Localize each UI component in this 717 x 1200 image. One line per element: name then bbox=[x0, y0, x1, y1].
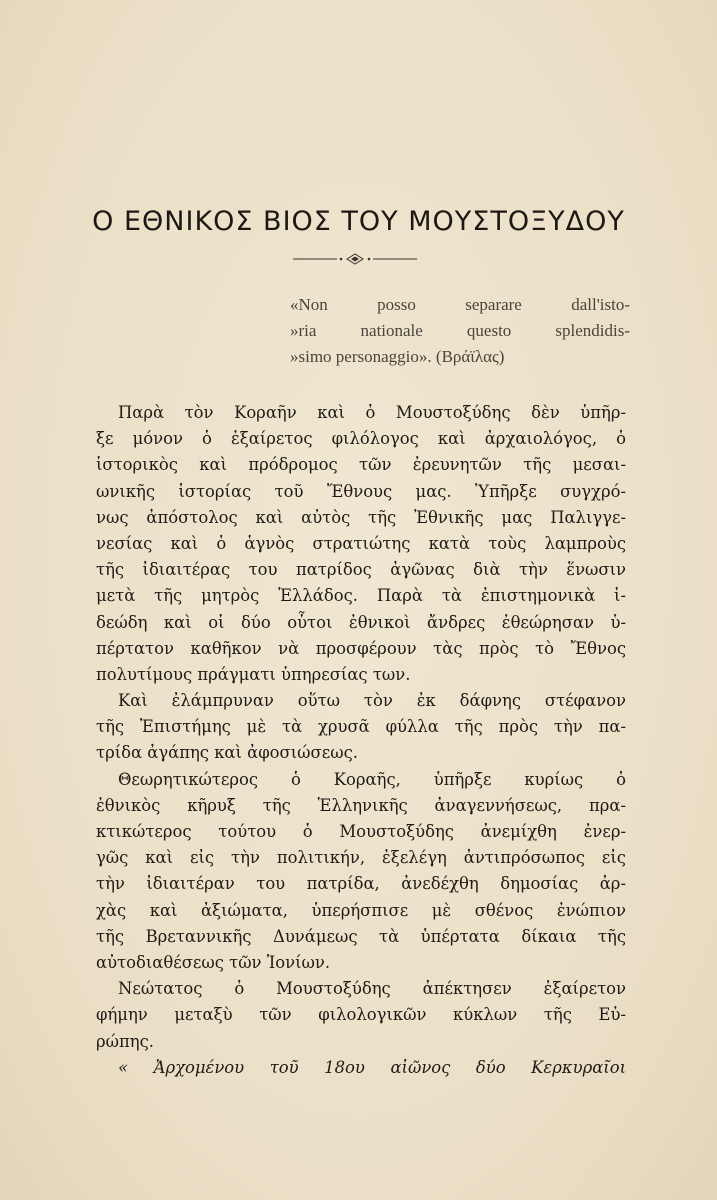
epigraph-line: »ria nationale questo splendidis- bbox=[290, 321, 630, 340]
epigraph-quote bbox=[290, 292, 630, 370]
paragraph-line: ρώπης. bbox=[96, 1031, 154, 1051]
paragraph-line: χὰς καὶ ἀξιώματα, ὑπερήσπισε μὲ σθένος ἐνώπιον bbox=[96, 900, 626, 920]
paragraph-line: τῆς Ἐπιστήμης μὲ τὰ χρυσᾶ φύλλα τῆς πρὸς τὴν πα- bbox=[96, 717, 626, 737]
paragraph-line: « Ἀρχομένου τοῦ 18ου αἰῶνος δύο Κερκυραῖοι bbox=[118, 1057, 626, 1077]
paragraph-line: γῶς καὶ εἰς τὴν πολιτικήν, ἐξελέγη ἀντιπρόσωπος εἰς bbox=[96, 848, 626, 868]
paragraph-line: ξε μόνον ὁ ἐξαίρετος φιλόλογος καὶ ἀρχαιολόγος, ὁ bbox=[96, 429, 626, 449]
paragraph-line: δεώδη καὶ οἱ δύο οὗτοι ἐθνικοὶ ἄνδρες ἐθεώρησαν ὑ- bbox=[96, 612, 626, 632]
paragraph-line: νεσίας καὶ ὁ ἁγνὸς στρατιώτης κατὰ τοὺς λαμπροὺς bbox=[96, 533, 626, 553]
epigraph-line: »simo personaggio». (Βράϊλας) bbox=[290, 347, 505, 366]
paragraph-line: τὴν ἰδιαιτέραν του πατρίδα, ἀνεδέχθη δημοσίας ἀρ- bbox=[96, 874, 626, 894]
paragraph-line: νως ἀπόστολος καὶ αὐτὸς τῆς Ἐθνικῆς μας Παλιγγε- bbox=[96, 507, 626, 527]
paragraph-line: ωνικῆς ἱστορίας τοῦ Ἔθνους μας. Ὑπῆρξε συγχρό- bbox=[96, 481, 626, 501]
paragraph-line: κτικώτερος τούτου ὁ Μουστοξύδης ἀνεμίχθη ἐνερ- bbox=[96, 822, 626, 841]
paragraph-line: τῆς ἰδιαιτέρας του πατρίδος ἀγῶνας διὰ τὴν ἕνωσιν bbox=[96, 560, 626, 580]
paragraph-line: πέρτατον καθῆκον νὰ προσφέρουν τὰς πρὸς τὸ Ἔθνος bbox=[96, 638, 626, 658]
paragraph-line: Θεωρητικώτερος ὁ Κοραῆς, ὑπῆρξε κυρίως ὁ bbox=[118, 769, 626, 789]
epigraph-line: «Non posso separare dall'isto- bbox=[290, 295, 630, 314]
paragraph-line: ἱστορικὸς καὶ πρόδρομος τῶν ἐρευνητῶν τῆς μεσαι- bbox=[96, 455, 626, 475]
paragraph-line: πολυτίμους πράγματι ὑπηρεσίας των. bbox=[96, 664, 411, 684]
paragraph-line: τρίδα ἀγάπης καὶ ἀφοσιώσεως. bbox=[96, 743, 358, 763]
chapter-title: Ο ΕΘΝΙΚΟΣ ΒΙΟΣ ΤΟΥ ΜΟΥΣΤΟΞΥΔΟΥ bbox=[92, 206, 625, 237]
ornament-divider bbox=[293, 252, 417, 266]
paragraph-line: Παρὰ τὸν Κοραῆν καὶ ὁ Μουστοξύδης δὲν ὑπῆρ- bbox=[118, 403, 626, 422]
body-text bbox=[96, 400, 626, 1081]
paragraph-line: ἐθνικὸς κῆρυξ τῆς Ἑλληνικῆς ἀναγεννήσεως, πρα- bbox=[96, 795, 626, 815]
paragraph-line: Καὶ ἐλάμπρυναν οὕτω τὸν ἐκ δάφνης στέφανον bbox=[118, 691, 626, 711]
paragraph-line: μετὰ τῆς μητρὸς Ἑλλάδος. Παρὰ τὰ ἐπιστημονικὰ ἰ- bbox=[96, 586, 626, 606]
paragraph-line: αὐτοδιαθέσεως τῶν Ἰονίων. bbox=[96, 952, 331, 972]
paragraph-line: Νεώτατος ὁ Μουστοξύδης ἀπέκτησεν ἐξαίρετον bbox=[118, 979, 626, 999]
paragraph-line: τῆς Βρεταννικῆς Δυνάμεως τὰ ὑπέρτατα δίκαια τῆς bbox=[96, 926, 626, 946]
paragraph-line: φήμην μεταξὺ τῶν φιλολογικῶν κύκλων τῆς Εὐ- bbox=[96, 1005, 626, 1025]
